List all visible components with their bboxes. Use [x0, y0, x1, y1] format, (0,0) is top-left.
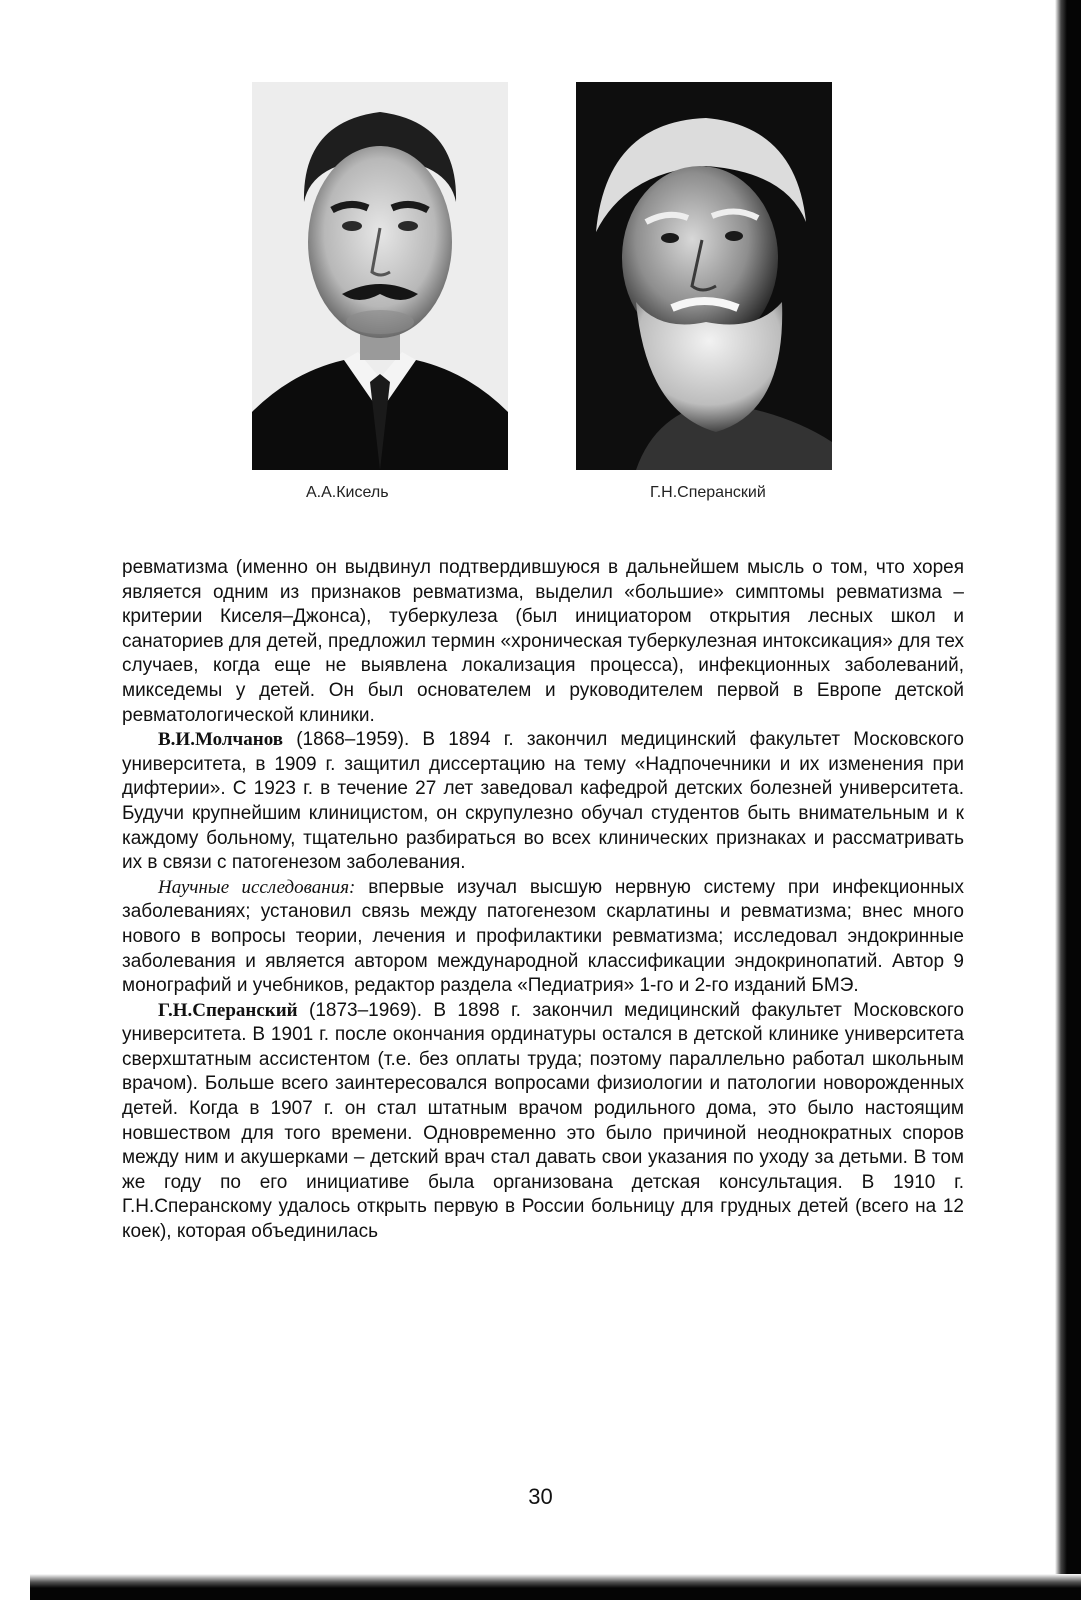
page-number: 30: [528, 1484, 553, 1509]
research-heading: Научные исследования:: [158, 876, 356, 898]
paragraph-molchanov-text: (1868–1959). В 1894 г. закончил медицинский факультет Московского университета, в 1909 г. защитил диссертацию на тему «Надпочечники и их изменения при дифтерии». С 1923 г. в течение 27 лет заведовал кафедрой детских болезней университета. Будучи крупнейшим клиницистом, он скрупулезно обучал студентов быть внимательным и к каждому больному, тщательно разбираться во всех клинических признаках и рассматривать их в связи с патогенезом заболевания.: [122, 729, 964, 874]
paragraph-research-text: впервые изучал высшую нервную систему при инфекционных заболеваниях; установил связь между патогенезом скарлатины и ревматизма; внес много нового в вопросы теории, лечения и профилактики ревматизма; исследовал эндокринные заболевания и является автором международной классификации эндокринопатий. Автор 9 монографий и учебников, редактор раздела «Педиатрия» 1-го и 2-го изданий БМЭ.: [122, 876, 965, 997]
portrait-photo-speransky: [576, 82, 832, 470]
person-name-speransky: Г.Н.Сперанский: [158, 999, 298, 1021]
paragraph-speransky: [122, 999, 964, 1245]
person-name-molchanov: В.И.Молчанов: [158, 729, 283, 751]
portrait-kisel-image: [252, 82, 508, 470]
paragraph-research: [122, 876, 964, 999]
paragraph-speransky-text: (1873–1969). В 1898 г. закончил медицинский факультет Московского университета. В 1901 г. после окончания ординатуры остался в детской клинике университета сверхштатным ассистентом (т.е. без оплаты труда; поэтому параллельно работал школьным врачом). Больше всего заинтересовался вопросами физиологии и патологии новорожденных детей. Когда в 1907 г. он стал штатным врачом родильного дома, это было настоящим новшеством для того времени. Одновременно это было причиной неоднократных споров между ним и акушерками – детский врач стал давать свои указания по уходу за детьми. В том же году по его инициативе была организована детская консультация. В 1910 г. Г.Н.Сперанскому удалось открыть первую в России больницу для грудных детей (всего на 12 коек), которая объединилась: [122, 999, 964, 1243]
caption-speransky: Г.Н.Сперанский: [650, 484, 766, 501]
paragraph-molchanov: [122, 728, 964, 876]
scan-edge-right: [1055, 0, 1081, 1600]
portrait-photo-kisel: [252, 82, 508, 470]
paragraph-kisel-continuation: ревматизма (именно он выдвинул подтвердившуюся в дальнейшем мысль о том, что хорея является одним из признаков ревматизма, выделил «большие» симптомы ревматизма – критерии Киселя–Джонса), туберкулеза (был инициатором открытия лесных школ и санаториев для детей, предложил термин «хроническая туберкулезная интоксикация» для тех случаев, когда еще не выявлена локализация процесса), инфекционных заболеваний, микседемы у детей. Он был основателем и руководителем первой в Европе детской ревматологической клиники.: [122, 557, 964, 726]
portrait-speransky-image: [576, 82, 832, 470]
caption-kisel: А.А.Кисель: [306, 484, 389, 501]
scan-edge-bottom: [30, 1574, 1081, 1600]
page-body-text: [122, 556, 964, 1245]
